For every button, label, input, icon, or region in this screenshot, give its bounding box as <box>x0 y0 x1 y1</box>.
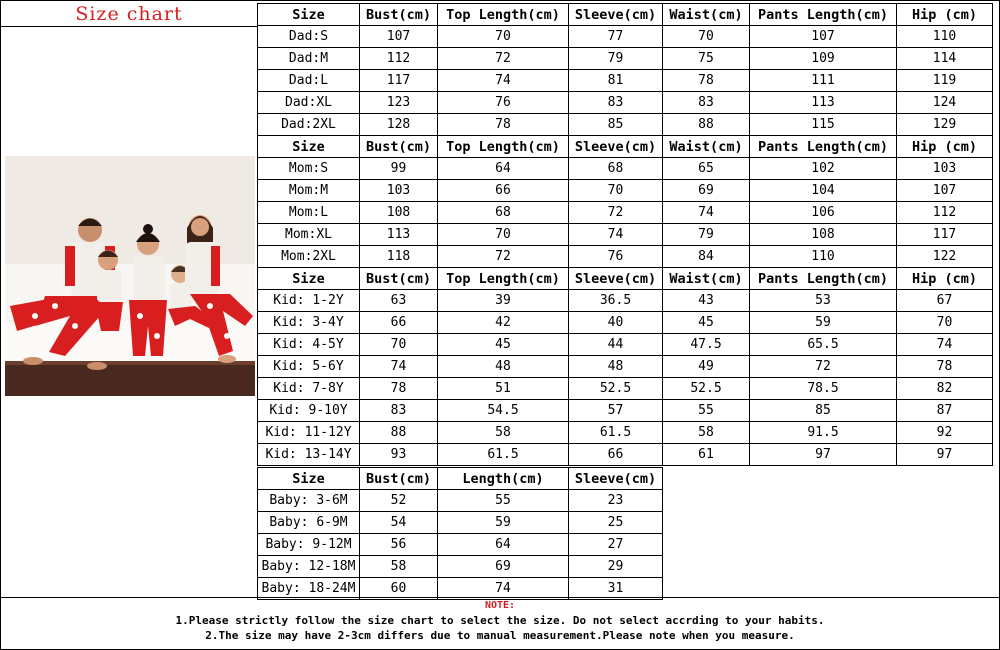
measurement-cell: 39 <box>438 290 569 312</box>
measurement-cell: 83 <box>569 92 663 114</box>
table-row <box>258 534 663 556</box>
size-label-cell: Kid: 7-8Y <box>258 378 360 400</box>
measurement-cell: 78.5 <box>750 378 897 400</box>
table-header-row <box>258 4 993 26</box>
column-header: Waist(cm) <box>663 136 750 158</box>
family-photo <box>5 156 255 396</box>
table-row <box>258 444 993 466</box>
measurement-cell: 123 <box>360 92 438 114</box>
column-header: Waist(cm) <box>663 4 750 26</box>
table-row <box>258 400 993 422</box>
size-label-cell: Kid: 4-5Y <box>258 334 360 356</box>
size-label-cell: Kid: 3-4Y <box>258 312 360 334</box>
measurement-cell: 113 <box>360 224 438 246</box>
measurement-cell: 64 <box>438 534 569 556</box>
measurement-cell: 111 <box>750 70 897 92</box>
measurement-cell: 109 <box>750 48 897 70</box>
measurement-cell: 74 <box>438 578 569 600</box>
column-header: Top Length(cm) <box>438 268 569 290</box>
table-row <box>258 290 993 312</box>
size-label-cell: Baby: 18-24M <box>258 578 360 600</box>
measurement-cell: 47.5 <box>663 334 750 356</box>
column-header: Bust(cm) <box>360 136 438 158</box>
table-row <box>258 246 993 268</box>
note-line-1: 1.Please strictly follow the size chart to select the size. Do not select accrding to your habits. <box>175 614 825 627</box>
table-row <box>258 158 993 180</box>
table-row <box>258 92 993 114</box>
column-header: Sleeve(cm) <box>569 468 663 490</box>
measurement-cell: 78 <box>897 356 993 378</box>
measurement-cell: 61.5 <box>569 422 663 444</box>
measurement-cell: 75 <box>663 48 750 70</box>
measurement-cell: 74 <box>360 356 438 378</box>
measurement-cell: 97 <box>897 444 993 466</box>
measurement-cell: 53 <box>750 290 897 312</box>
measurement-cell: 52.5 <box>569 378 663 400</box>
divider <box>1 26 257 27</box>
measurement-cell: 69 <box>663 180 750 202</box>
measurement-cell: 70 <box>897 312 993 334</box>
note-line-2: 2.The size may have 2-3cm differs due to manual measurement.Please note when you measure. <box>205 629 795 642</box>
column-header: Hip (cm) <box>897 268 993 290</box>
measurement-cell: 59 <box>750 312 897 334</box>
size-label-cell: Dad:2XL <box>258 114 360 136</box>
measurement-cell: 66 <box>360 312 438 334</box>
table-header-row <box>258 468 663 490</box>
measurement-cell: 72 <box>438 48 569 70</box>
table-row <box>258 114 993 136</box>
size-label-cell: Dad:XL <box>258 92 360 114</box>
measurement-cell: 97 <box>750 444 897 466</box>
table-row <box>258 202 993 224</box>
column-header: Bust(cm) <box>360 4 438 26</box>
table-row <box>258 334 993 356</box>
column-header: Waist(cm) <box>663 268 750 290</box>
size-label-cell: Dad:M <box>258 48 360 70</box>
size-label-cell: Mom:2XL <box>258 246 360 268</box>
measurement-cell: 52.5 <box>663 378 750 400</box>
column-header: Sleeve(cm) <box>569 4 663 26</box>
table-header-row <box>258 268 993 290</box>
measurement-cell: 58 <box>663 422 750 444</box>
size-label-cell: Baby: 9-12M <box>258 534 360 556</box>
measurement-cell: 64 <box>438 158 569 180</box>
table-row <box>258 378 993 400</box>
measurement-cell: 60 <box>360 578 438 600</box>
measurement-cell: 58 <box>438 422 569 444</box>
measurement-cell: 106 <box>750 202 897 224</box>
measurement-cell: 112 <box>360 48 438 70</box>
measurement-cell: 55 <box>438 490 569 512</box>
measurement-cell: 91.5 <box>750 422 897 444</box>
measurement-cell: 70 <box>569 180 663 202</box>
measurement-cell: 55 <box>663 400 750 422</box>
measurement-cell: 72 <box>438 246 569 268</box>
measurement-cell: 51 <box>438 378 569 400</box>
measurement-cell: 113 <box>750 92 897 114</box>
measurement-cell: 82 <box>897 378 993 400</box>
measurement-cell: 122 <box>897 246 993 268</box>
measurement-cell: 25 <box>569 512 663 534</box>
measurement-cell: 119 <box>897 70 993 92</box>
table-row <box>258 490 663 512</box>
measurement-cell: 48 <box>569 356 663 378</box>
measurement-cell: 104 <box>750 180 897 202</box>
measurement-cell: 83 <box>663 92 750 114</box>
measurement-cell: 70 <box>438 224 569 246</box>
column-header: Pants Length(cm) <box>750 4 897 26</box>
measurement-cell: 117 <box>360 70 438 92</box>
measurement-cell: 49 <box>663 356 750 378</box>
measurement-cell: 57 <box>569 400 663 422</box>
measurement-cell: 74 <box>663 202 750 224</box>
measurement-cell: 78 <box>663 70 750 92</box>
size-label-cell: Dad:L <box>258 70 360 92</box>
column-header: Pants Length(cm) <box>750 268 897 290</box>
measurement-cell: 108 <box>360 202 438 224</box>
measurement-cell: 45 <box>438 334 569 356</box>
measurement-cell: 107 <box>750 26 897 48</box>
measurement-cell: 99 <box>360 158 438 180</box>
column-header: Top Length(cm) <box>438 4 569 26</box>
measurement-cell: 110 <box>897 26 993 48</box>
adult-kid-size-table <box>257 3 993 466</box>
measurement-cell: 88 <box>360 422 438 444</box>
measurement-cell: 72 <box>569 202 663 224</box>
column-header: Bust(cm) <box>360 268 438 290</box>
measurement-cell: 107 <box>360 26 438 48</box>
measurement-cell: 84 <box>663 246 750 268</box>
measurement-cell: 52 <box>360 490 438 512</box>
measurement-cell: 102 <box>750 158 897 180</box>
measurement-cell: 103 <box>360 180 438 202</box>
measurement-cell: 70 <box>663 26 750 48</box>
measurement-cell: 112 <box>897 202 993 224</box>
measurement-cell: 54 <box>360 512 438 534</box>
size-label-cell: Mom:S <box>258 158 360 180</box>
measurement-cell: 27 <box>569 534 663 556</box>
measurement-cell: 110 <box>750 246 897 268</box>
measurement-cell: 81 <box>569 70 663 92</box>
size-label-cell: Mom:L <box>258 202 360 224</box>
measurement-cell: 85 <box>750 400 897 422</box>
size-label-cell: Dad:S <box>258 26 360 48</box>
note-section <box>0 598 1000 648</box>
page-title: Size chart <box>75 3 183 25</box>
size-label-cell: Mom:M <box>258 180 360 202</box>
column-header: Hip (cm) <box>897 136 993 158</box>
measurement-cell: 45 <box>663 312 750 334</box>
measurement-cell: 40 <box>569 312 663 334</box>
measurement-cell: 59 <box>438 512 569 534</box>
size-label-cell: Kid: 9-10Y <box>258 400 360 422</box>
measurement-cell: 70 <box>360 334 438 356</box>
table-row <box>258 48 993 70</box>
measurement-cell: 108 <box>750 224 897 246</box>
measurement-cell: 65 <box>663 158 750 180</box>
measurement-cell: 76 <box>438 92 569 114</box>
measurement-cell: 76 <box>569 246 663 268</box>
table-row <box>258 422 993 444</box>
measurement-cell: 124 <box>897 92 993 114</box>
measurement-cell: 72 <box>750 356 897 378</box>
size-label-cell: Kid: 1-2Y <box>258 290 360 312</box>
measurement-cell: 78 <box>438 114 569 136</box>
measurement-cell: 77 <box>569 26 663 48</box>
measurement-cell: 129 <box>897 114 993 136</box>
table-row <box>258 180 993 202</box>
measurement-cell: 115 <box>750 114 897 136</box>
column-header: Size <box>258 136 360 158</box>
measurement-cell: 74 <box>569 224 663 246</box>
column-header: Size <box>258 4 360 26</box>
measurement-cell: 66 <box>569 444 663 466</box>
measurement-cell: 107 <box>897 180 993 202</box>
table-row <box>258 26 993 48</box>
measurement-cell: 88 <box>663 114 750 136</box>
measurement-cell: 42 <box>438 312 569 334</box>
table-row <box>258 556 663 578</box>
table-row <box>258 512 663 534</box>
column-header: Bust(cm) <box>360 468 438 490</box>
size-label-cell: Baby: 12-18M <box>258 556 360 578</box>
measurement-cell: 118 <box>360 246 438 268</box>
measurement-cell: 66 <box>438 180 569 202</box>
table-row <box>258 224 993 246</box>
column-header: Hip (cm) <box>897 4 993 26</box>
measurement-cell: 61 <box>663 444 750 466</box>
measurement-cell: 87 <box>897 400 993 422</box>
measurement-cell: 44 <box>569 334 663 356</box>
measurement-cell: 23 <box>569 490 663 512</box>
measurement-cell: 78 <box>360 378 438 400</box>
size-label-cell: Baby: 6-9M <box>258 512 360 534</box>
size-label-cell: Baby: 3-6M <box>258 490 360 512</box>
measurement-cell: 43 <box>663 290 750 312</box>
size-label-cell: Kid: 5-6Y <box>258 356 360 378</box>
size-label-cell: Kid: 13-14Y <box>258 444 360 466</box>
measurement-cell: 114 <box>897 48 993 70</box>
measurement-cell: 65.5 <box>750 334 897 356</box>
size-label-cell: Kid: 11-12Y <box>258 422 360 444</box>
table-row <box>258 312 993 334</box>
measurement-cell: 61.5 <box>438 444 569 466</box>
measurement-cell: 68 <box>438 202 569 224</box>
measurement-cell: 79 <box>663 224 750 246</box>
measurement-cell: 63 <box>360 290 438 312</box>
measurement-cell: 56 <box>360 534 438 556</box>
column-header: Top Length(cm) <box>438 136 569 158</box>
measurement-cell: 31 <box>569 578 663 600</box>
baby-size-table <box>257 467 663 600</box>
measurement-cell: 70 <box>438 26 569 48</box>
measurement-cell: 29 <box>569 556 663 578</box>
column-header: Sleeve(cm) <box>569 268 663 290</box>
measurement-cell: 58 <box>360 556 438 578</box>
measurement-cell: 117 <box>897 224 993 246</box>
measurement-cell: 69 <box>438 556 569 578</box>
column-header: Length(cm) <box>438 468 569 490</box>
measurement-cell: 92 <box>897 422 993 444</box>
measurement-cell: 83 <box>360 400 438 422</box>
measurement-cell: 103 <box>897 158 993 180</box>
measurement-cell: 74 <box>438 70 569 92</box>
measurement-cell: 85 <box>569 114 663 136</box>
size-label-cell: Mom:XL <box>258 224 360 246</box>
measurement-cell: 79 <box>569 48 663 70</box>
measurement-cell: 128 <box>360 114 438 136</box>
measurement-cell: 93 <box>360 444 438 466</box>
measurement-cell: 68 <box>569 158 663 180</box>
column-header: Sleeve(cm) <box>569 136 663 158</box>
measurement-cell: 36.5 <box>569 290 663 312</box>
measurement-cell: 54.5 <box>438 400 569 422</box>
measurement-cell: 74 <box>897 334 993 356</box>
table-row <box>258 70 993 92</box>
table-row <box>258 356 993 378</box>
note-heading: NOTE: <box>484 600 516 611</box>
column-header: Pants Length(cm) <box>750 136 897 158</box>
measurement-cell: 48 <box>438 356 569 378</box>
table-header-row <box>258 136 993 158</box>
column-header: Size <box>258 468 360 490</box>
column-header: Size <box>258 268 360 290</box>
measurement-cell: 67 <box>897 290 993 312</box>
